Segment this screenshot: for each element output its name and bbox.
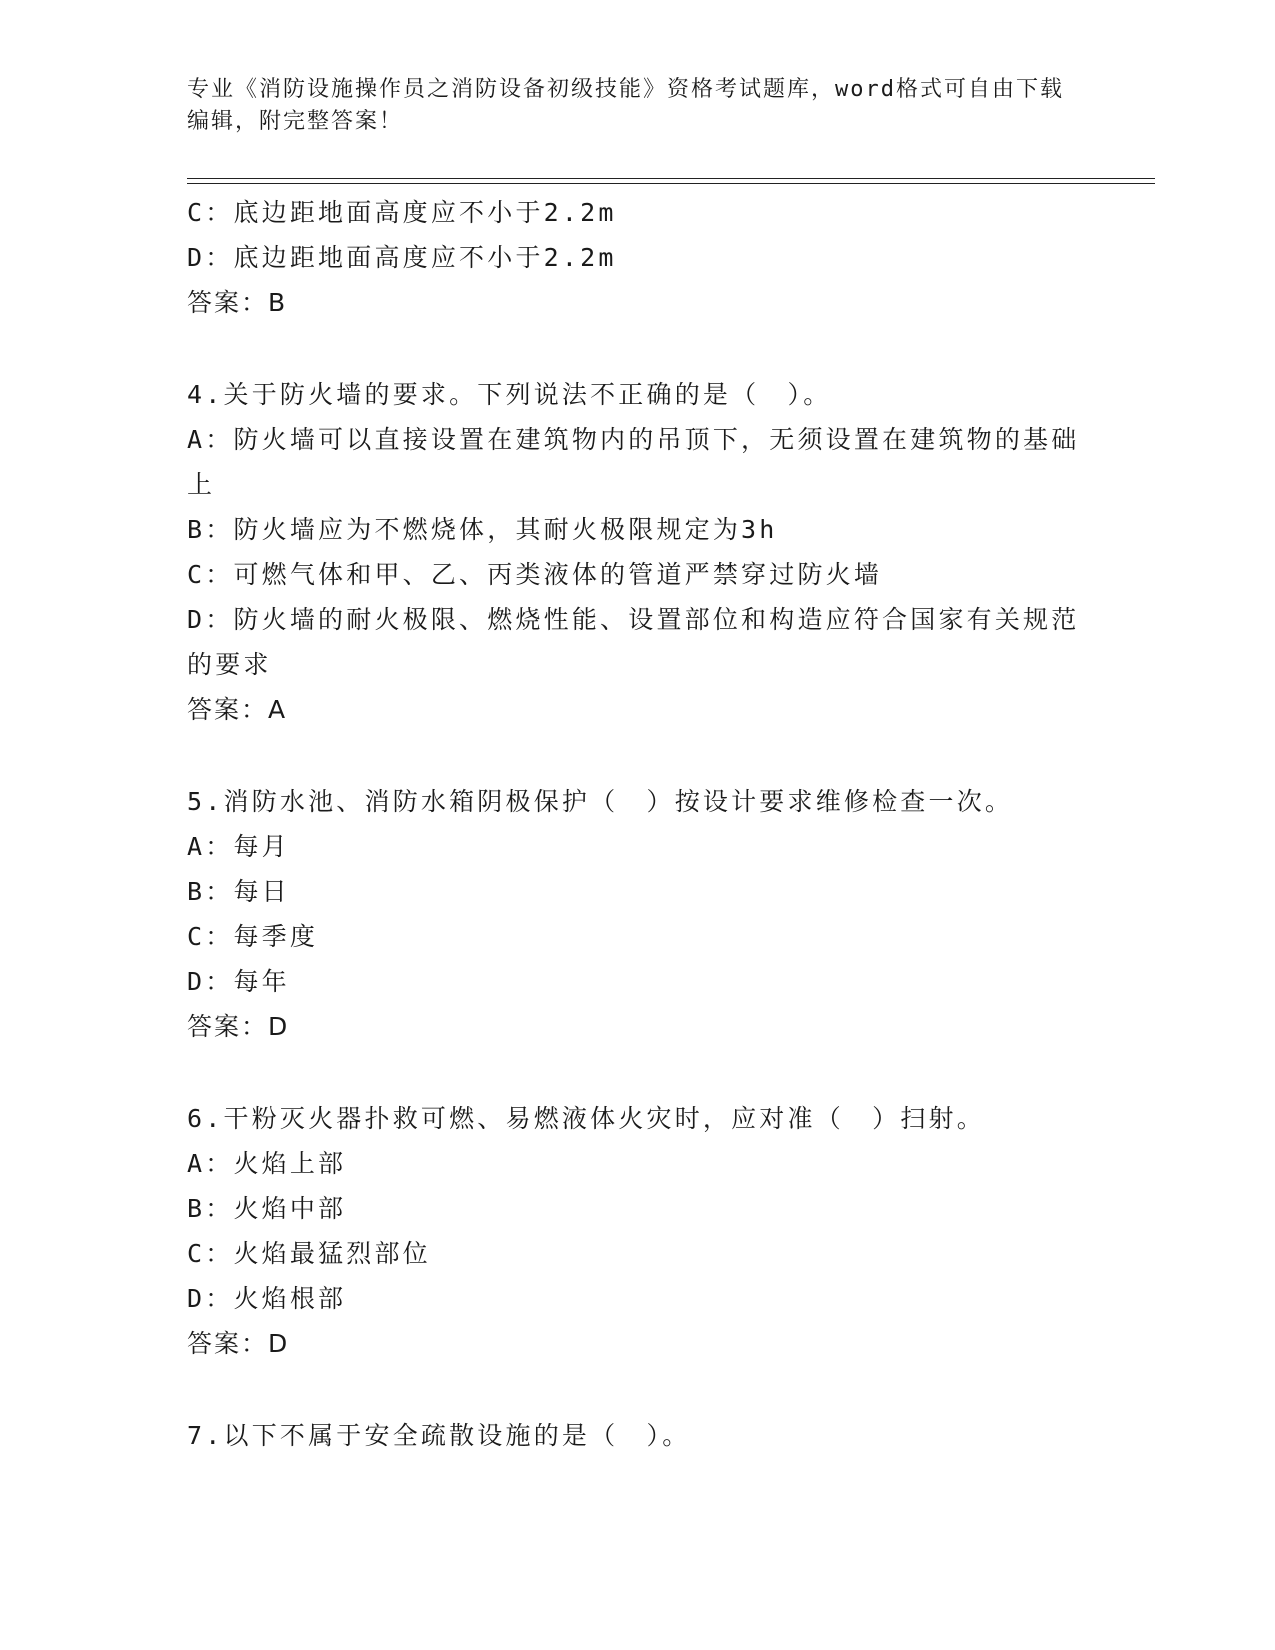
header-rule-bottom (187, 183, 1155, 184)
question-block-4 (187, 372, 1107, 732)
question-block-5 (187, 779, 1107, 1049)
document-body (187, 190, 1107, 1458)
question-title: 5.消防水池、消防水箱阴极保护（ ）按设计要求维修检查一次。 (187, 787, 1014, 816)
option-c: C：底边距地面高度应不小于2.2m (187, 198, 617, 227)
option-a: A：防火墙可以直接设置在建筑物内的吊顶下，无须设置在建筑物的基础上 (187, 425, 1080, 499)
option-b: B：防火墙应为不燃烧体，其耐火极限规定为3h (187, 515, 778, 544)
header-rule-top (187, 178, 1155, 179)
option-a: A：火焰上部 (187, 1149, 347, 1178)
answer-line: 答案：B (187, 288, 288, 317)
question-gap (187, 732, 1107, 779)
question-block-partial (187, 190, 1107, 325)
question-title: 6.干粉灭火器扑救可燃、易燃液体火灾时，应对准（ ）扫射。 (187, 1104, 985, 1133)
option-c: C：每季度 (187, 922, 319, 951)
option-b: B：火焰中部 (187, 1194, 347, 1223)
answer-line: 答案：A (187, 695, 288, 724)
option-d: D：底边距地面高度应不小于2.2m (187, 243, 617, 272)
question-gap (187, 1049, 1107, 1096)
option-d: D：每年 (187, 967, 290, 996)
answer-line: 答案：D (187, 1329, 290, 1358)
question-block-6 (187, 1096, 1107, 1366)
option-d: D：火焰根部 (187, 1284, 347, 1313)
option-a: A：每月 (187, 832, 290, 861)
question-title: 7.以下不属于安全疏散设施的是（ ）。 (187, 1421, 691, 1450)
answer-line: 答案：D (187, 1012, 290, 1041)
option-d: D：防火墙的耐火极限、燃烧性能、设置部位和构造应符合国家有关规范的要求 (187, 605, 1080, 679)
option-b: B：每日 (187, 877, 290, 906)
question-block-7 (187, 1413, 1107, 1458)
option-c: C：火焰最猛烈部位 (187, 1239, 431, 1268)
option-c: C：可燃气体和甲、乙、丙类液体的管道严禁穿过防火墙 (187, 560, 883, 589)
question-title: 4.关于防火墙的要求。下列说法不正确的是（ ）。 (187, 380, 832, 409)
document-header: 专业《消防设施操作员之消防设备初级技能》资格考试题库，word格式可自由下载编辑，附完整答案！ (187, 77, 1064, 134)
question-gap (187, 325, 1107, 372)
question-gap (187, 1366, 1107, 1413)
